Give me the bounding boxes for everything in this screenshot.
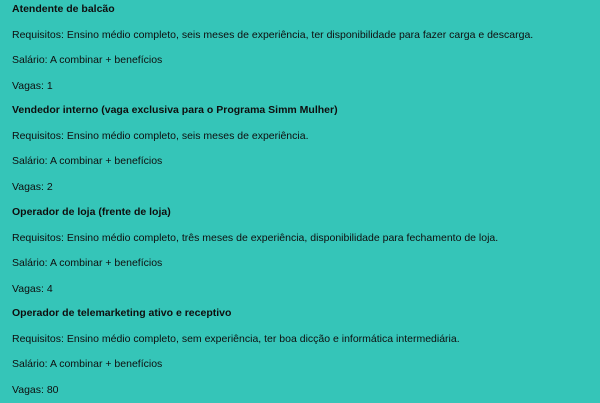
job-salary: Salário: A combinar + benefícios (12, 54, 163, 66)
job-openings: Vagas: 80 (12, 384, 59, 396)
job-requirements: Requisitos: Ensino médio completo, seis meses de experiência. (12, 130, 309, 142)
job-salary: Salário: A combinar + benefícios (12, 155, 163, 167)
job-openings: Vagas: 4 (12, 283, 53, 295)
job-requirements: Requisitos: Ensino médio completo, três meses de experiência, disponibilidade para fechamento de loja. (12, 232, 499, 244)
job-title: Operador de telemarketing ativo e receptivo (12, 307, 232, 319)
job-openings: Vagas: 2 (12, 181, 53, 193)
job-openings: Vagas: 1 (12, 80, 53, 92)
job-requirements: Requisitos: Ensino médio completo, seis meses de experiência, ter disponibilidade para fazer carga e descarga. (12, 29, 534, 41)
job-requirements: Requisitos: Ensino médio completo, sem experiência, ter boa dicção e informática intermediária. (12, 333, 460, 345)
job-salary: Salário: A combinar + benefícios (12, 358, 163, 370)
job-title: Operador de loja (frente de loja) (12, 206, 171, 218)
job-title: Vendedor interno (vaga exclusiva para o Programa Simm Mulher) (12, 104, 338, 116)
job-title: Atendente de balcão (12, 3, 115, 15)
job-salary: Salário: A combinar + benefícios (12, 257, 163, 269)
